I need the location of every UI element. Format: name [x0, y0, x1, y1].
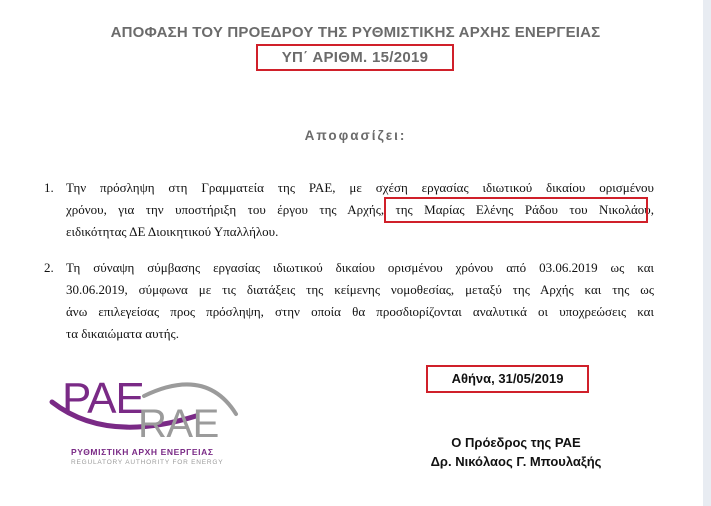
item-line: άνω επιλεγείσας προς πρόσληψη, στην οποία θα προσδιορίζονται αναλυτικά οι υποχρεώσεις και [66, 304, 654, 319]
person-name-highlight [384, 197, 648, 223]
logo-latin-mark: RAE [138, 402, 219, 446]
item-line: Την πρόσληψη στη Γραμματεία της ΡΑΕ, με σχέση εργασίας ιδιωτικού δικαίου ορισμένου [66, 180, 654, 195]
logo-english-caption: REGULATORY AUTHORITY FOR ENERGY [71, 459, 224, 466]
item-line: 30.06.2019, σύμφωνα με τις διατάξεις της κείμενης νομοθεσίας, μεταξύ της Αρχής και της ως [66, 282, 654, 297]
item-number: 1. [44, 180, 54, 195]
logo-greek-caption: ΡΥΘΜΙΣΤΙΚΗ ΑΡΧΗ ΕΝΕΡΓΕΙΑΣ [71, 447, 214, 457]
decides-heading: Αποφασίζει: [304, 128, 407, 143]
logo-greek-mark: ΡΑΕ [62, 374, 144, 423]
signatory-name: Δρ. Νικόλαος Γ. Μπουλαξής [430, 454, 602, 469]
signatory-role: Ο Πρόεδρος της ΡΑΕ [451, 435, 581, 450]
decision-title: ΑΠΟΦΑΣΗ ΤΟΥ ΠΡΟΕΔΡΟΥ ΤΗΣ ΡΥΘΜΙΣΤΙΚΗΣ ΑΡΧΗΣ ΕΝΕΡΓΕΙΑΣ [110, 24, 601, 41]
signing-date: Αθήνα, 31/05/2019 [451, 371, 564, 386]
item-line: Τη σύναψη σύμβασης εργασίας ιδιωτικού δικαίου ορισμένου χρόνου από 03.06.2019 ως και [66, 260, 654, 275]
item-number: 2. [44, 260, 54, 275]
item-line: ειδικότητας ΔΕ Διοικητικού Υπαλλήλου. [66, 224, 279, 239]
item-line: τα δικαιώματα αυτής. [66, 326, 179, 341]
decision-number: ΥΠ΄ ΑΡΙΘΜ. 15/2019 [281, 49, 429, 66]
item-line: χρόνου, για την υποστήριξη του έργου της Αρχής, της Μαρίας Ελένης Ράδου του Νικολάου, [66, 202, 654, 217]
decision-item-2 [44, 257, 654, 347]
viewer-edge [703, 0, 711, 506]
